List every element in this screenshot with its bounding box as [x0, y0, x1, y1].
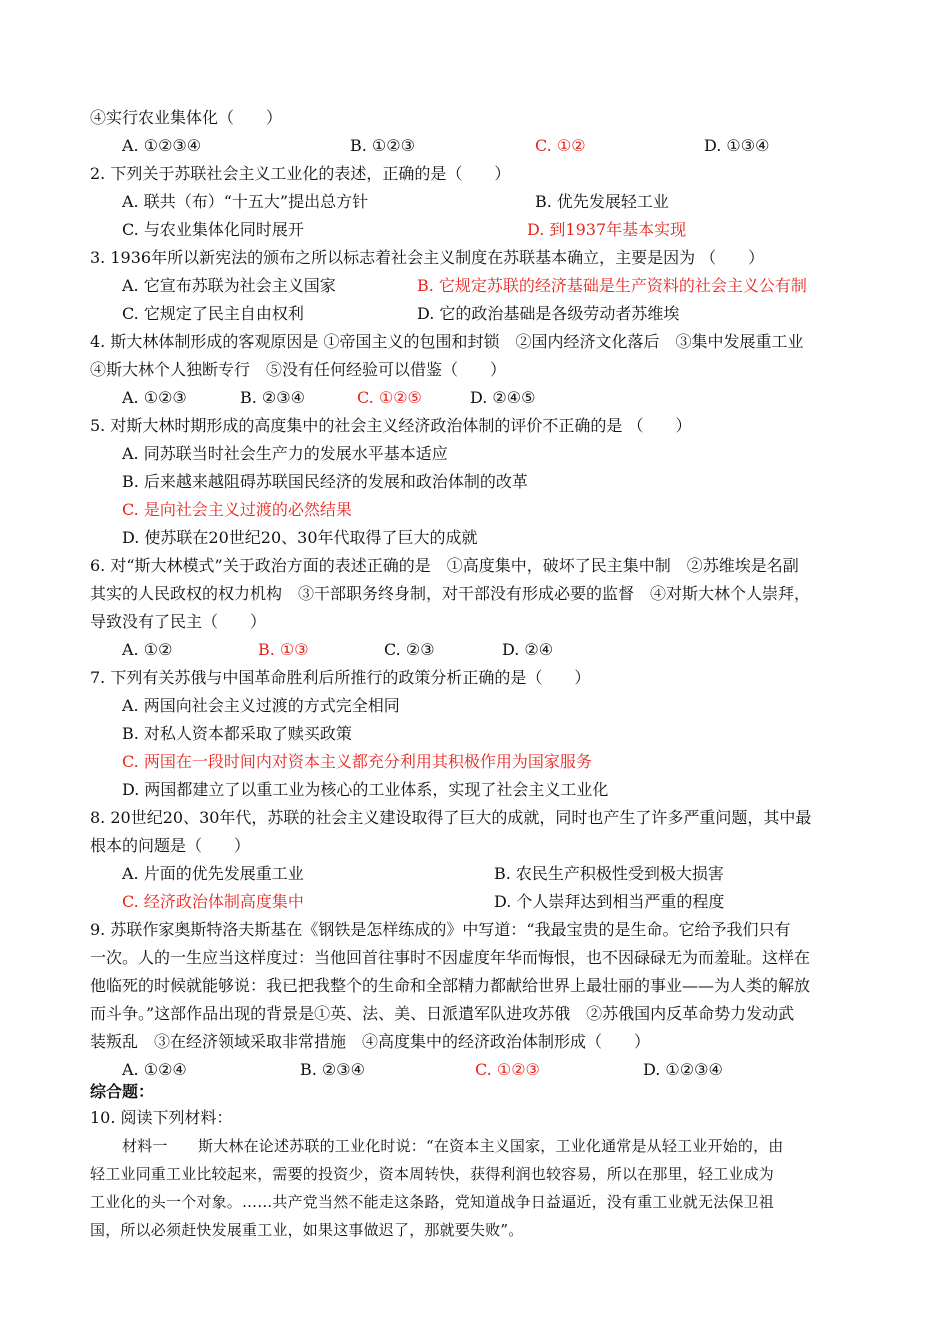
q7-option-b: B. 对私人资本都采取了赎买政策 — [122, 724, 352, 743]
q6-stem-line2: 其实的人民政权的权力机构 ③干部职务终身制，对干部没有形成必要的监督 ④对斯大林个人崇拜， — [90, 584, 811, 603]
q4-option-b: B. ②③④ — [240, 388, 305, 407]
q2-option-b: B. 优先发展轻工业 — [535, 192, 669, 211]
q1-option-d: D. ①③④ — [704, 136, 770, 155]
q9-stem-line5: 装叛乱 ③在经济领域采取非常措施 ④高度集中的经济政治体制形成（ ） — [90, 1032, 651, 1051]
q8-option-b: B. 农民生产积极性受到极大损害 — [494, 864, 724, 883]
q10-material-line1: 材料一 斯大林在论述苏联的工业化时说：“在资本主义国家，工业化通常是从轻工业开始的，由 — [122, 1137, 784, 1155]
q8-option-d: D. 个人崇拜达到相当严重的程度 — [494, 892, 725, 911]
q1-item-4: ④实行农业集体化（ ） — [90, 108, 283, 127]
q10-material-line4: 国，所以必须赶快发展重工业，如果这事做迟了，那就要失败”。 — [90, 1221, 524, 1239]
q7-option-a: A. 两国向社会主义过渡的方式完全相同 — [122, 696, 400, 715]
q5-option-a: A. 同苏联当时社会生产力的发展水平基本适应 — [122, 444, 448, 463]
q9-stem-line3: 他临死的时候就能够说：我已把我整个的生命和全部精力都献给世界上最壮丽的事业——为人类的解放 — [90, 976, 811, 995]
q3-option-c: C. 它规定了民主自由权利 — [122, 304, 304, 323]
q9-option-c-answer: C. ①②③ — [475, 1060, 540, 1079]
q9-option-a: A. ①②④ — [122, 1060, 187, 1079]
q4-stem-line2: ④斯大林个人独断专行 ⑤没有任何经验可以借鉴（ ） — [90, 360, 507, 379]
q9-stem-line1: 9. 苏联作家奥斯特洛夫斯基在《钢铁是怎样练成的》中写道：“我最宝贵的是生命。它给予我们只有 — [90, 920, 791, 939]
q4-option-d: D. ②④⑤ — [470, 388, 536, 407]
q6-option-b-answer: B. ①③ — [258, 640, 309, 659]
q6-stem-line1: 6. 对“斯大林模式”关于政治方面的表述正确的是 ①高度集中，破坏了民主集中制 ②苏维埃是名副 — [90, 556, 799, 575]
q1-option-b: B. ①②③ — [350, 136, 415, 155]
q7-stem: 7. 下列有关苏俄与中国革命胜利后所推行的政策分析正确的是（ ） — [90, 668, 591, 687]
q9-option-d: D. ①②③④ — [643, 1060, 723, 1079]
q8-option-c-answer: C. 经济政治体制高度集中 — [122, 892, 304, 911]
q6-option-a: A. ①② — [122, 640, 173, 659]
q7-option-c-answer: C. 两国在一段时间内对资本主义都充分利用其积极作用为国家服务 — [122, 752, 592, 771]
q8-option-a: A. 片面的优先发展重工业 — [122, 864, 304, 883]
q2-option-a: A. 联共（布）“十五大”提出总方针 — [122, 192, 369, 211]
q3-option-a: A. 它宣布苏联为社会主义国家 — [122, 276, 336, 295]
q7-option-d: D. 两国都建立了以重工业为核心的工业体系，实现了社会主义工业化 — [122, 780, 609, 799]
q5-option-d: D. 使苏联在20世纪20、30年代取得了巨大的成就 — [122, 528, 478, 547]
q9-option-b: B. ②③④ — [300, 1060, 365, 1079]
q3-option-d: D. 它的政治基础是各级劳动者苏维埃 — [417, 304, 680, 323]
q9-stem-line2: 一次。人的一生应当这样度过：当他回首往事时不因虚度年华而悔恨，也不因碌碌无为而羞耻。这样在 — [90, 948, 811, 967]
q4-option-c-answer: C. ①②⑤ — [357, 388, 422, 407]
q9-stem-line4: 而斗争。”这部作品出现的背景是①英、法、美、日派遣军队进攻苏俄 ②苏俄国内反革命势力发动武 — [90, 1004, 795, 1023]
q3-stem: 3. 1936年所以新宪法的颁布之所以标志着社会主义制度在苏联基本确立，主要是因为 （ ） — [90, 248, 765, 267]
q6-option-d: D. ②④ — [502, 640, 554, 659]
q8-stem-line1: 8. 20世纪20、30年代，苏联的社会主义建设取得了巨大的成就，同时也产生了许多严重问题，其中最 — [90, 808, 812, 827]
q2-option-d-answer: D. 到1937年基本实现 — [527, 220, 687, 239]
q5-option-b: B. 后来越来越阻碍苏联国民经济的发展和政治体制的改革 — [122, 472, 528, 491]
q3-option-b-answer: B. 它规定苏联的经济基础是生产资料的社会主义公有制 — [417, 276, 807, 295]
q5-option-c-answer: C. 是向社会主义过渡的必然结果 — [122, 500, 352, 519]
q1-option-a: A. ①②③④ — [122, 136, 202, 155]
q2-option-c: C. 与农业集体化同时展开 — [122, 220, 304, 239]
q10-material-line2: 轻工业同重工业比较起来，需要的投资少，资本周转快，获得利润也较容易，所以在那里，轻工业成为 — [90, 1165, 775, 1183]
q4-stem-line1: 4. 斯大林体制形成的客观原因是 ①帝国主义的包围和封锁 ②国内经济文化落后 ③集中发展重工业 — [90, 332, 804, 351]
q10-material-line3: 工业化的头一个对象。……共产党当然不能走这条路，党知道战争日益逼近，没有重工业就无法保卫祖 — [90, 1193, 775, 1211]
q4-option-a: A. ①②③ — [122, 388, 187, 407]
q6-stem-line3: 导致没有了民主（ ） — [90, 612, 267, 631]
q1-option-c-answer: C. ①② — [535, 136, 586, 155]
q5-stem: 5. 对斯大林时期形成的高度集中的社会主义经济政治体制的评价不正确的是 （ ） — [90, 416, 692, 435]
q2-stem: 2. 下列关于苏联社会主义工业化的表述，正确的是（ ） — [90, 164, 511, 183]
q6-option-c: C. ②③ — [384, 640, 435, 659]
q8-stem-line2: 根本的问题是（ ） — [90, 836, 251, 855]
section-heading: 综合题： — [90, 1082, 155, 1101]
q10-stem: 10. 阅读下列材料： — [90, 1108, 233, 1127]
